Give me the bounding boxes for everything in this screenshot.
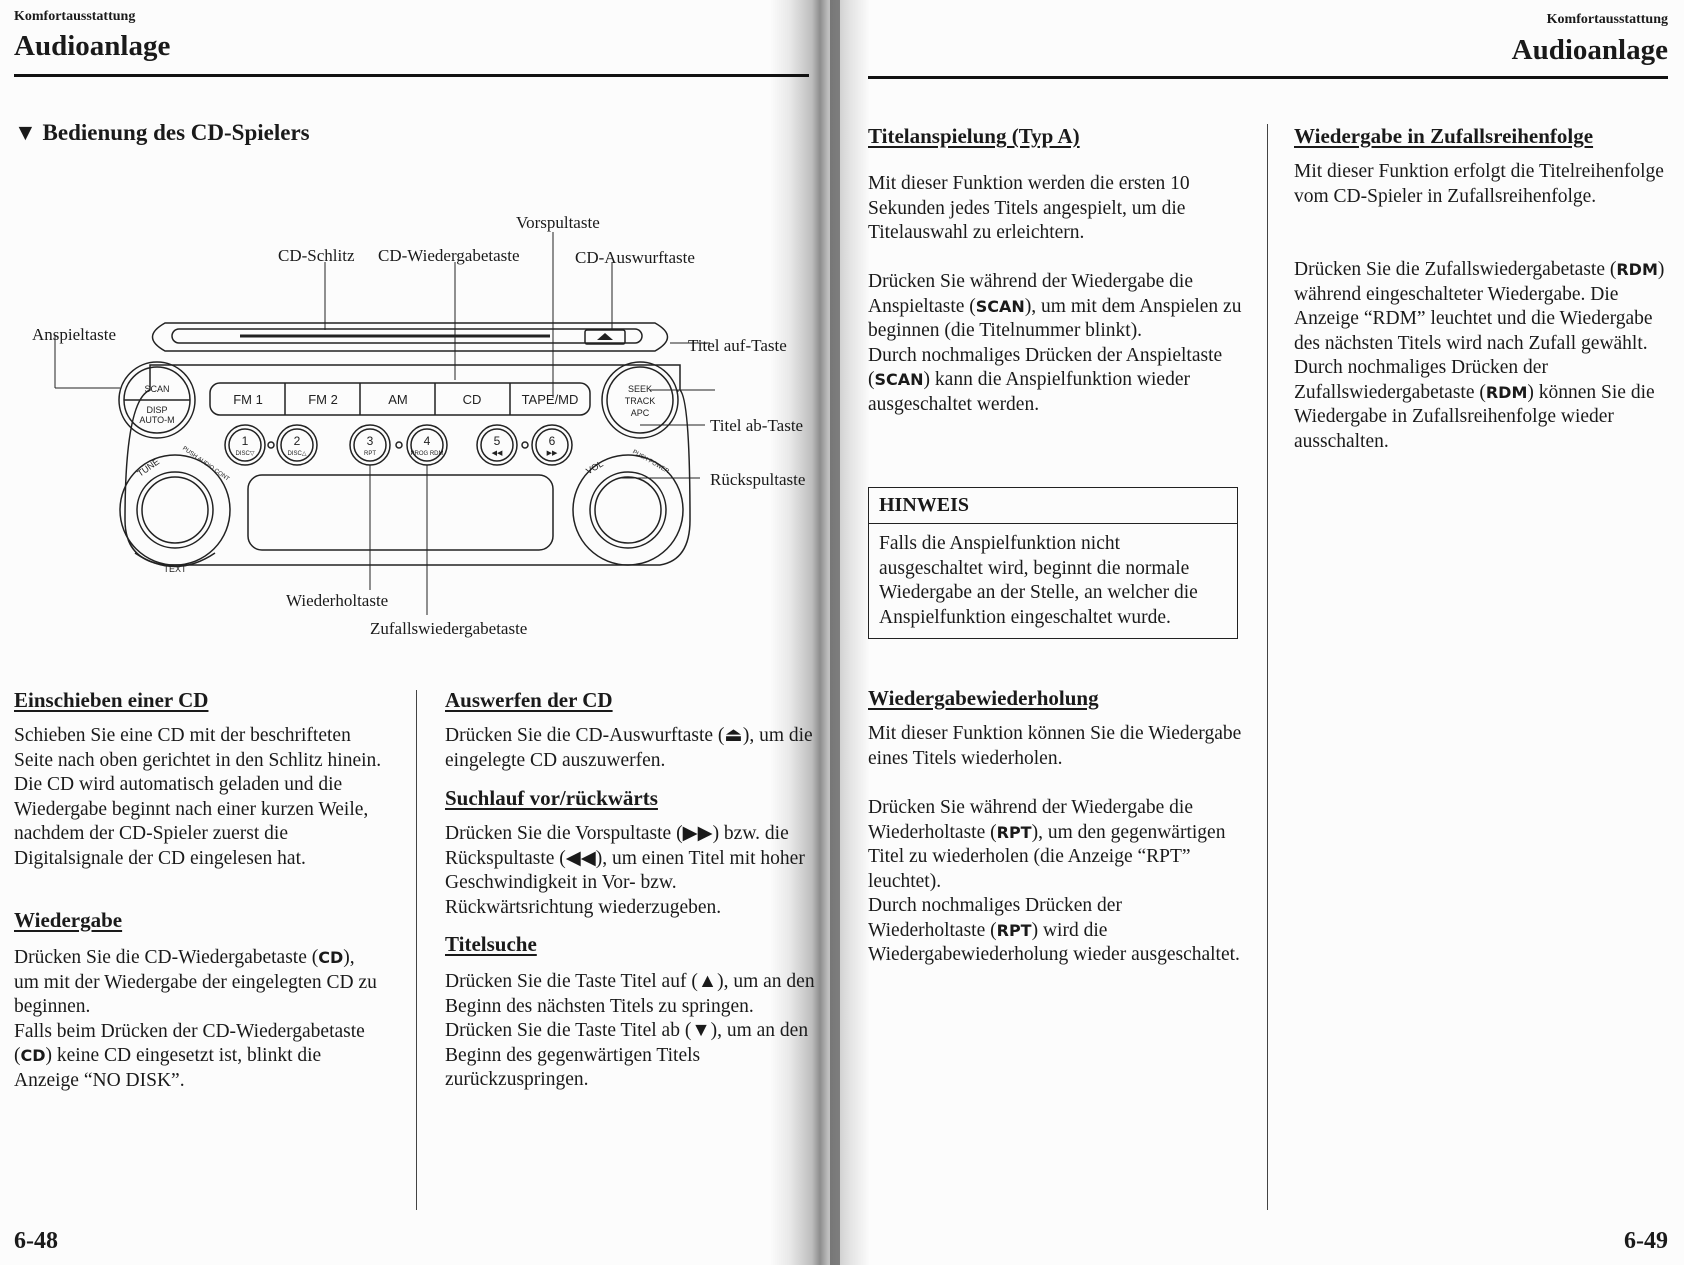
heading-wiedergabe: Wiedergabe xyxy=(14,908,123,932)
scan-label: SCAN xyxy=(144,384,170,394)
tune-label: TUNE xyxy=(135,456,162,479)
am-button-label: AM xyxy=(388,392,408,407)
text-titelsuche xyxy=(445,970,815,1093)
column-divider-right xyxy=(1267,124,1268,1210)
label-titel-auf: Titel auf-Taste xyxy=(688,336,787,355)
display-window xyxy=(248,475,553,550)
text-einschieben: Schieben Sie eine CD mit der beschrifteten Seite nach oben gerichtet in den Schlitz hinein. Die CD wird automatisch geladen und die Wiedergabe beginnt nach einer kurzen Weile, nachdem der CD-Spieler zuerst die Digitalsignale der CD eingelesen hat. xyxy=(14,725,382,869)
preset-3: 3 xyxy=(366,434,374,448)
gutter-shadow xyxy=(830,0,840,1265)
triangle-down-icon: ▼ xyxy=(14,120,37,145)
label-zufallswiedergabetaste: Zufallswiedergabetaste xyxy=(370,619,528,638)
cd-button-label: CD xyxy=(462,392,482,407)
left-page-title: Audioanlage xyxy=(14,30,171,62)
label-vorspultaste: Vorspultaste xyxy=(516,213,600,232)
press-a: Drücken Sie während der Wiedergabe die Anspieltaste ( xyxy=(868,271,1193,317)
wiedergabe-d: ) keine CD eingesetzt ist, blinkt die Anzeige “NO DISK”. xyxy=(14,1045,322,1091)
rpt-c: Durch nochmaliges Drücken der Wiederholtaste ( xyxy=(868,895,1122,941)
preset-4: 4 xyxy=(423,434,431,448)
kw-cd-2: CD xyxy=(20,1046,46,1065)
press-d: ) kann die Anspielfunktion wieder ausgeschaltet werden. xyxy=(868,369,1190,415)
radio-diagram xyxy=(0,0,820,650)
fm1-button-label: FM 1 xyxy=(233,392,263,407)
rdm-c: Durch nochmaliges Drücken der Zufallswiedergabetaste ( xyxy=(1294,357,1548,403)
heading-titelanspielung: Titelanspielung (Typ A) xyxy=(868,124,1080,148)
apc-label: APC xyxy=(630,408,650,418)
hinweis-title: HINWEIS xyxy=(869,488,1237,524)
fm2-button-label: FM 2 xyxy=(308,392,338,407)
text-rdm-druecken xyxy=(1294,258,1669,454)
left-running-header: Komfortausstattung xyxy=(14,9,136,24)
preset-5: 5 xyxy=(493,434,501,448)
press-b: ), um mit dem Anspielen zu beginnen (die Titelnummer blinkt). xyxy=(868,295,1242,341)
heading-wiederholung: Wiedergabewiederholung xyxy=(868,686,1099,710)
hinweis-text: Falls die Anspielfunktion nicht ausgeschaltet wird, beginnt die normale Wiedergabe an der Stelle, an welcher die Anspielfunktion eingeschaltet wurde. xyxy=(879,533,1198,628)
preset-6-sub: ▶▶ xyxy=(546,450,558,457)
text-zufall: Mit dieser Funktion erfolgt die Titelreihenfolge vom CD-Spieler in Zufallsreihenfolge. xyxy=(1294,161,1664,207)
preset-5-sub: ◀◀ xyxy=(491,450,503,457)
text-titelanspielung: Mit dieser Funktion werden die ersten 10 Sekunden jedes Titels angespielt, um die Titelauswahl zu erleichtern. xyxy=(868,173,1190,243)
text-anspiel-druecken xyxy=(868,270,1243,417)
kw-rdm-2: RDM xyxy=(1485,382,1528,402)
column-divider-left xyxy=(416,690,417,1210)
right-running-header: Komfortausstattung xyxy=(1546,12,1668,27)
preset-4-sub: PROG RDM xyxy=(410,451,444,457)
label-wiederholtaste: Wiederholtaste xyxy=(286,591,389,610)
heading-suchlauf: Suchlauf vor/rückwärts xyxy=(445,786,658,810)
text-label: TEXT xyxy=(163,564,187,574)
rpt-d: ) wird die Wiedergabewiederholung wieder ausgeschaltet. xyxy=(868,919,1240,965)
label-rueckspultaste: Rückspultaste xyxy=(710,470,806,489)
vol-label: VOL xyxy=(584,458,605,477)
disp-label: DISP xyxy=(146,405,168,415)
preset-2: 2 xyxy=(293,434,301,448)
heading-einschieben: Einschieben einer CD xyxy=(14,688,209,712)
heading-zufall: Wiedergabe in Zufallsreihenfolge xyxy=(1294,124,1594,148)
titelsuche-b: Drücken Sie die Taste Titel ab (▼), um an den Beginn des gegenwärtigen Titels zurückzuspringen. xyxy=(445,1020,809,1090)
left-page-number: 6-48 xyxy=(14,1228,58,1254)
label-titel-ab: Titel ab-Taste xyxy=(710,416,804,435)
kw-cd-1: CD xyxy=(318,948,344,967)
preset-1: 1 xyxy=(241,434,249,448)
label-anspieltaste: Anspieltaste xyxy=(32,325,117,344)
titelsuche-a: Drücken Sie die Taste Titel auf (▲), um an den Beginn des nächsten Titels zu springen. xyxy=(445,971,815,1017)
preset-6: 6 xyxy=(548,434,556,448)
wiedergabe-b: ), um mit der Wiedergabe der eingelegten CD zu beginnen. xyxy=(14,947,377,1017)
kw-rpt-1: RPT xyxy=(996,822,1032,842)
kw-scan-2: SCAN xyxy=(874,370,924,389)
text-wiederholung: Mit dieser Funktion können Sie die Wiedergabe eines Titels wiederholen. xyxy=(868,723,1242,769)
text-auswerfen: Drücken Sie die CD-Auswurftaste (⏏), um die eingelegte CD auszuwerfen. xyxy=(445,725,813,771)
text-suchlauf: Drücken Sie die Vorspultaste (▶▶) bzw. die Rückspultaste (◀◀), um einen Titel mit hoher Geschwindigkeit in Vor- bzw. Rückwärtsrichtung wiederzugeben. xyxy=(445,823,805,918)
rdm-d: ) können Sie die Wiedergabe in Zufallsreihenfolge wieder ausschalten. xyxy=(1294,381,1655,452)
vol-knob xyxy=(590,472,666,548)
text-wiedergabe xyxy=(14,946,384,1093)
kw-rdm-1: RDM xyxy=(1616,260,1658,279)
label-cd-auswurftaste: CD-Auswurftaste xyxy=(575,248,695,267)
track-label: TRACK xyxy=(624,396,656,406)
rdm-a: Drücken Sie die Zufallswiedergabetaste ( xyxy=(1294,259,1617,280)
right-page-number: 6-49 xyxy=(1624,1228,1668,1254)
seek-label: SEEK xyxy=(627,384,653,394)
rpt-b: ), um den gegenwärtigen Titel zu wiederholen (die Anzeige “RPT” leuchtet). xyxy=(868,821,1226,892)
press-c: Durch nochmaliges Drücken der Anspieltaste ( xyxy=(868,344,1223,390)
heading-auswerfen: Auswerfen der CD xyxy=(445,688,613,712)
preset-1-sub: DISC▽ xyxy=(235,451,255,457)
autom-label: AUTO-M xyxy=(139,415,175,425)
right-page-title: Audioanlage xyxy=(1511,34,1668,66)
hinweis-box xyxy=(868,487,1238,639)
kw-rpt-2: RPT xyxy=(996,920,1032,940)
eject-icon xyxy=(597,333,613,340)
wiedergabe-c: Falls beim Drücken der CD-Wiedergabetaste ( xyxy=(14,1020,365,1066)
tune-knob xyxy=(137,472,213,548)
preset-3-sub: RPT xyxy=(364,451,376,457)
push-audio-label: PUSH AUDIO CONT xyxy=(181,445,231,483)
label-cd-schlitz: CD-Schlitz xyxy=(278,246,355,265)
heading-titelsuche: Titelsuche xyxy=(445,932,537,956)
rpt-a: Drücken Sie während der Wiedergabe die Wiederholtaste ( xyxy=(868,797,1193,843)
push-power-label: PUSH POWER xyxy=(631,449,670,475)
rdm-b: ) während eingeschalteter Wiedergabe. Die Anzeige “RDM” leuchtet und die Wiedergabe des nächsten Titels wird nach Zufall gewählt. xyxy=(1294,259,1665,354)
tape-button-label: TAPE/MD xyxy=(521,392,579,407)
text-rpt-druecken xyxy=(868,796,1243,968)
kw-scan-1: SCAN xyxy=(975,296,1025,316)
wiedergabe-a: Drücken Sie die CD-Wiedergabetaste ( xyxy=(14,947,319,968)
section-title-text: Bedienung des CD-Spielers xyxy=(42,120,310,145)
preset-2-sub: DISC△ xyxy=(287,451,307,457)
label-cd-wiedergabetaste: CD-Wiedergabetaste xyxy=(378,246,520,265)
right-header-rule xyxy=(868,76,1668,79)
